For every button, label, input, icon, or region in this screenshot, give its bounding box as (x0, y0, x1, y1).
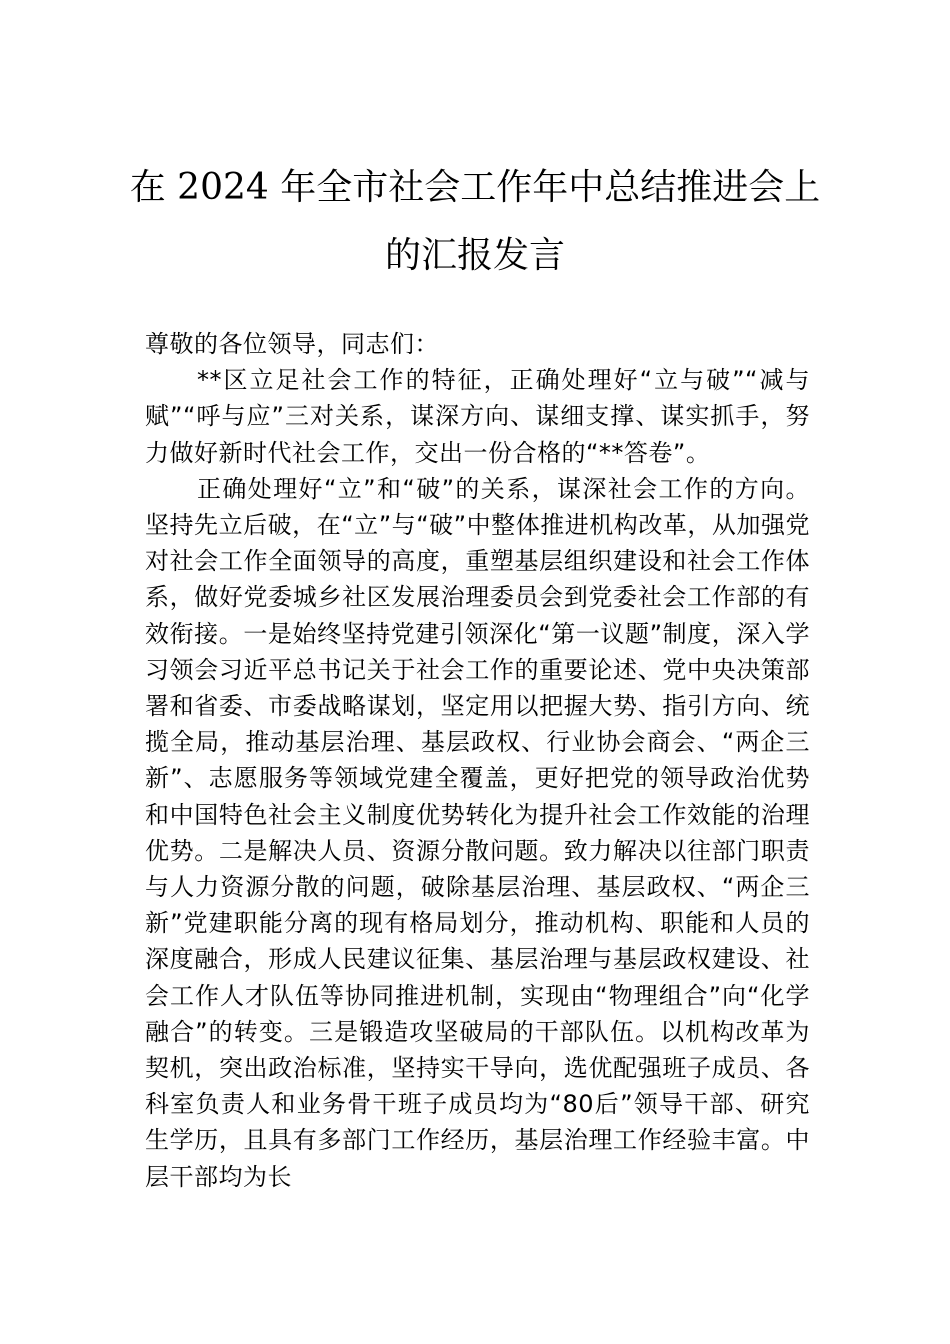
document-title-line-2: 的汇报发言 (384, 235, 565, 276)
document-title-line-1: 在 2024 年全市社会工作年中总结推进会上 (129, 167, 821, 208)
salutation: 尊敬的各位领导，同志们： (145, 330, 439, 358)
paragraph-intro: **区立足社会工作的特征，正确处理好“立与破”“减与赋”“呼与应”三对关系，谋深方向、谋细支撑、谋实抓手，努力做好新时代社会工作，交出一份合格的“**答卷”。 (145, 366, 810, 467)
document-body (145, 326, 810, 1195)
paragraph-li-po: 正确处理好“立”和“破”的关系，谋深社会工作的方向。坚持先立后破，在“立”与“破”中整体推进机构改革，从加强党对社会工作全面领导的高度，重塑基层组织建设和社会工作体系，做好党委城乡社区发展治理委员会到党委社会工作部的有效衔接。一是始终坚持党建引领深化“第一议题”制度，深入学习领会习近平总书记关于社会工作的重要论述、党中央决策部署和省委、市委战略谋划，坚定用以把握大势、指引方向、统揽全局，推动基层治理、基层政权、行业协会商会、“两企三新”、志愿服务等领域党建全覆盖，更好把党的领导政治优势和中国特色社会主义制度优势转化为提升社会工作效能的治理优势。二是解决人员、资源分散问题。致力解决以往部门职责与人力资源分散的问题，破除基层治理、基层政权、“两企三新”党建职能分离的现有格局划分，推动机构、职能和人员的深度融合，形成人民建议征集、基层治理与基层政权建设、社会工作人才队伍等协同推进机制，实现由“物理组合”向“化学融合”的转变。三是锻造攻坚破局的干部队伍。以机构改革为契机，突出政治标准，坚持实干导向，选优配强班子成员、各科室负责人和业务骨干班子成员均为“80后”领导干部、研究生学历，且具有多部门工作经历，基层治理工作经验丰富。中层干部均为长 (145, 474, 810, 1191)
